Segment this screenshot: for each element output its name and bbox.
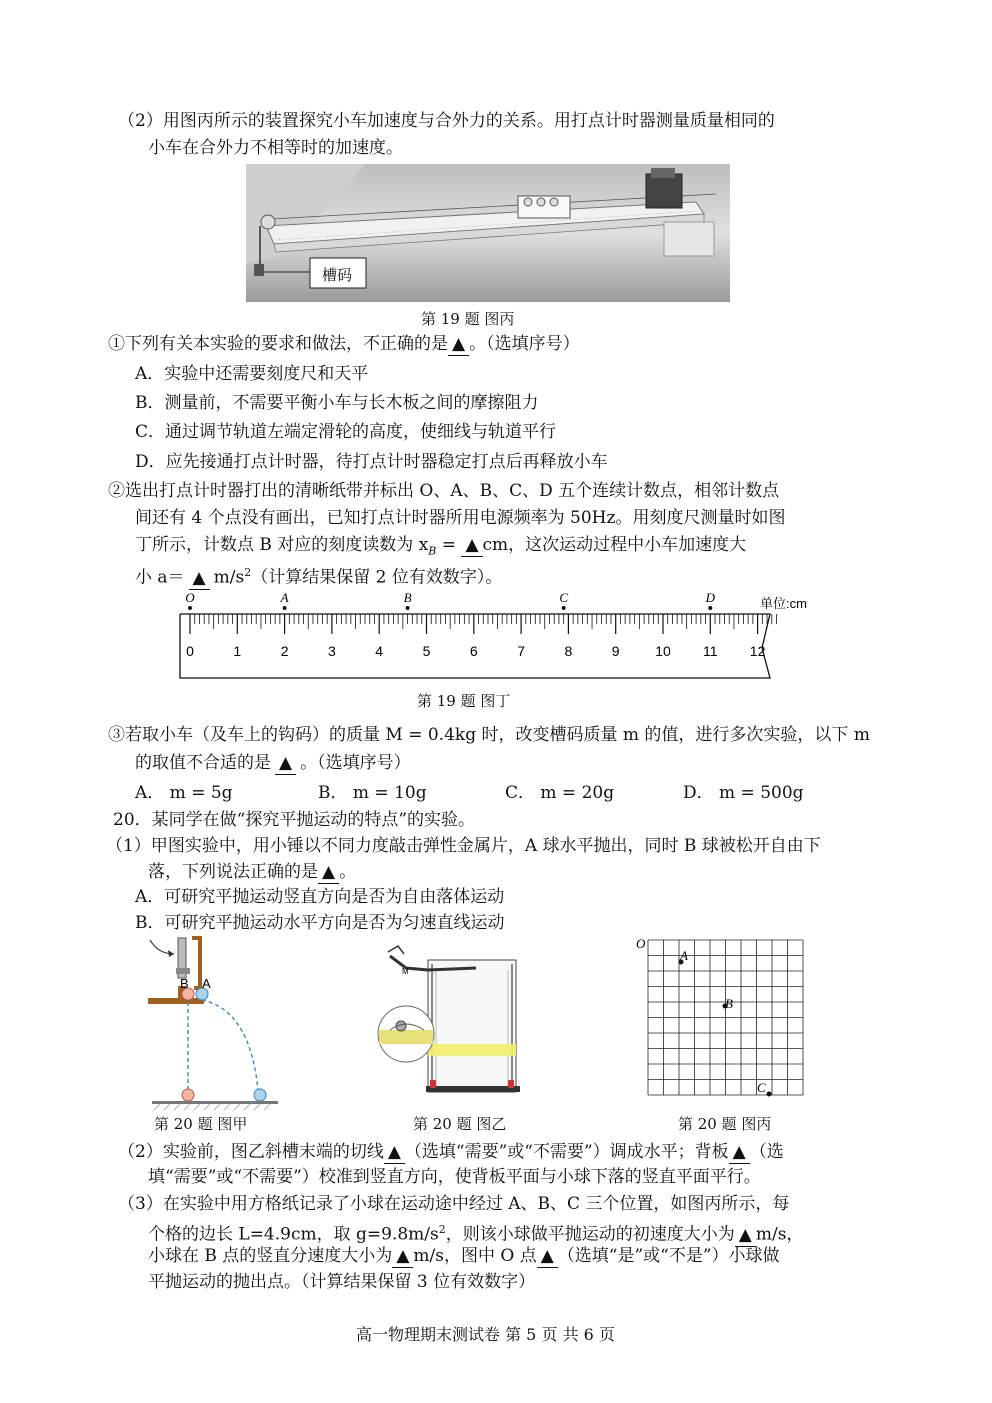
ruler-tick-label: 8 [564,643,573,659]
q20-2-line1b: （选填“需要”或“不需要”）调成水平；背板 [404,1142,729,1162]
q19-2-2-line3c: cm，这次运动过程中小车加速度大 [482,535,747,555]
ruler-tick-label: 0 [186,643,194,659]
answer-blank[interactable]: ▲ [318,861,339,884]
fig19-ding-caption: 第 19 题 图丁 [417,692,511,710]
answer-blank[interactable]: ▲ [461,534,482,557]
answer-blank[interactable]: ▲ [275,752,296,775]
fig20-bing-grid [630,932,810,1112]
ruler-point-dot [562,606,566,610]
option-c: C．通过调节轨道左端定滑轮的高度，使细线与轨道平行 [135,422,557,442]
q19-2-intro-line1: （2）用图丙所示的装置探究小车加速度与合外力的关系。用打点计时器测量质量相同的 [118,111,775,131]
fig20-yi [368,940,528,1100]
ruler-point-label: D [705,590,715,605]
answer-blank[interactable]: ▲ [189,567,210,590]
q20-3-line3c: （选填“是”或“不是”）小球做 [557,1246,780,1266]
ruler-tick-label: 12 [749,643,766,659]
q20-2-line2: 填“需要”或“不需要”）校准到竖直方向，使背板平面与小球下落的竖直平面平行。 [148,1167,761,1187]
q20-3-line2b: ，则该小球做平抛运动的初速度大小为 [445,1224,735,1245]
fig20-jia [140,930,290,1112]
apparatus-photo [246,164,730,302]
q20-option-a: A．可研究平抛运动竖直方向是否为自由落体运动 [135,887,505,907]
ruler-tick-label: 3 [328,643,336,659]
ruler-point-dot [188,606,192,610]
q20-3-line3 [148,1245,780,1268]
q20-3-line3b: m/s，图中 O 点 [413,1246,537,1266]
ruler-tick-label: 10 [655,643,671,659]
ruler-tick-label: 4 [375,643,384,659]
ruler-tick-label: 11 [703,643,718,659]
q20-3-line3a: 小球在 B 点的竖直分速度大小为 [148,1246,393,1266]
q20-1-line2 [148,861,356,884]
q19-2-2-line4c: （计算结果保留 2 位有效数字）。 [251,567,503,588]
q20-1-line2a: 落，下列说法正确的是 [148,862,318,882]
q19-2-2-line2: 间还有 4 个点没有画出，已知打点计时器所用电源频率为 50Hz。用刻度尺测量时如图 [135,508,786,528]
q19-2-2-line4 [135,562,502,590]
ruler-tick-label: 5 [422,643,431,659]
grid-label-c: C [757,1080,766,1095]
ruler-count-points [185,590,715,610]
q20-3-line1: （3）在实验中用方格纸记录了小球在运动途中经过 A、B、C 三个位置，如图丙所示，每 [118,1194,790,1214]
q3-option-d: D． m = 500g [683,783,804,803]
q20-2-line1a: （2）实验前，图乙斜槽末端的切线 [118,1142,384,1162]
ruler-point-dot [283,606,287,610]
fig19-bing-caption: 第 19 题 图丙 [421,310,515,328]
q20-title: 20．某同学在做“探究平抛运动的特点”的实验。 [113,810,476,830]
q19-2-3-line2 [135,752,411,775]
answer-blank[interactable]: ▲ [735,1224,756,1247]
fig20-bing-caption: 第 20 题 图丙 [678,1115,772,1133]
superscript-2: 2 [244,566,252,579]
option-b: B．测量前，不需要平衡小车与长木板之间的摩擦阻力 [135,393,539,413]
grid-label-a: A [680,948,688,963]
fig-jia-label-b: B [180,976,189,991]
q19-2-2-line3 [135,534,746,562]
answer-blank[interactable]: ▲ [392,1245,413,1268]
fig-yi-label-m: M [402,967,409,976]
q20-1-line2b: 。 [339,862,357,882]
answer-blank[interactable]: ▲ [729,1141,750,1164]
q20-2-line1 [118,1141,784,1164]
answer-blank[interactable]: ▲ [448,333,469,356]
q20-3-line2a: 个格的边长 L=4.9cm，取 g=9.8m/s [148,1224,439,1245]
ruler-point-label: B [403,590,412,605]
q20-3-line2c: m/s， [755,1224,804,1245]
answer-blank[interactable]: ▲ [384,1141,405,1164]
ruler-point-dot [708,606,712,610]
q19-2-2-unit: m/s [213,567,245,588]
ruler-point-label: C [559,590,569,605]
ruler-point-dot [406,606,410,610]
grid-lines [648,940,803,1095]
ruler-tick-label: 6 [469,643,478,659]
ruler-tick-label: 1 [233,643,242,659]
q19-2-2-line1: ②选出打点计时器打出的清晰纸带并标出 O、A、B、C、D 五个连续计数点，相邻计数点 [108,481,780,501]
page-footer: 高一物理期末测试卷 第 5 页 共 6 页 [356,1325,615,1344]
superscript-2: 2 [438,1223,446,1236]
grid-label-o: O [636,936,646,951]
q19-2-3-line2b: 。（选填序号） [300,753,411,773]
option-a: A．实验中还需要刻度尺和天平 [135,364,369,384]
grid-point-c [767,1092,772,1097]
q3-option-b: B． m = 10g [318,783,427,803]
q19-2-1-tail: 。（选填序号） [469,334,580,354]
fig20-yi-caption: 第 20 题 图乙 [413,1115,507,1133]
q3-option-c: C． m = 20g [505,783,615,803]
q19-2-2-line4a: 小 a＝ [135,567,185,588]
ruler-figure [170,588,830,680]
subscript-b: B [428,544,437,558]
ruler-tick-label: 7 [517,643,525,659]
q19-2-3-line1: ③若取小车（及车上的钩码）的质量 M = 0.4kg 时，改变槽码质量 m 的值，进行多次实验，以下 m [108,725,870,745]
q20-1-line1: （1）甲图实验中，用小锤以不同力度敲击弹性金属片，A 球水平抛出，同时 B 球被松开自由下 [106,836,821,856]
q3-option-a: A． m = 5g [135,783,233,803]
q19-2-1-question [108,333,580,356]
answer-blank[interactable]: ▲ [537,1245,558,1268]
q20-3-line2 [148,1219,803,1247]
q19-2-1-text: ①下列有关本实验的要求和做法，不正确的是 [108,334,448,354]
q20-2-line1c: （选 [749,1142,784,1162]
equals: = [436,535,462,555]
fig20-jia-caption: 第 20 题 图甲 [154,1115,248,1133]
q19-2-intro-line2: 小车在合外力不相等时的加速度。 [148,138,403,158]
ruler-tick-label: 9 [611,643,620,659]
ruler-point-label: O [185,590,195,605]
option-d: D．应先接通打点计时器，待打点计时器稳定打点后再释放小车 [135,452,608,472]
fig-jia-label-a: A [202,976,211,991]
ruler-point-label: A [280,590,289,605]
q19-2-2-line3a: 丁所示，计数点 B 对应的刻度读数为 x [135,535,429,555]
photo-label-weights: 槽码 [322,266,353,284]
ruler-unit-label: 单位:cm [760,596,807,611]
grid-label-b: B [725,996,733,1011]
q20-3-line4: 平抛运动的抛出点。（计算结果保留 3 位有效数字） [148,1272,536,1292]
q19-2-3-line2a: 的取值不合适的是 [135,753,271,773]
ruler-tick-label: 2 [280,643,289,659]
q20-option-b: B．可研究平抛运动水平方向是否为匀速直线运动 [135,913,505,933]
